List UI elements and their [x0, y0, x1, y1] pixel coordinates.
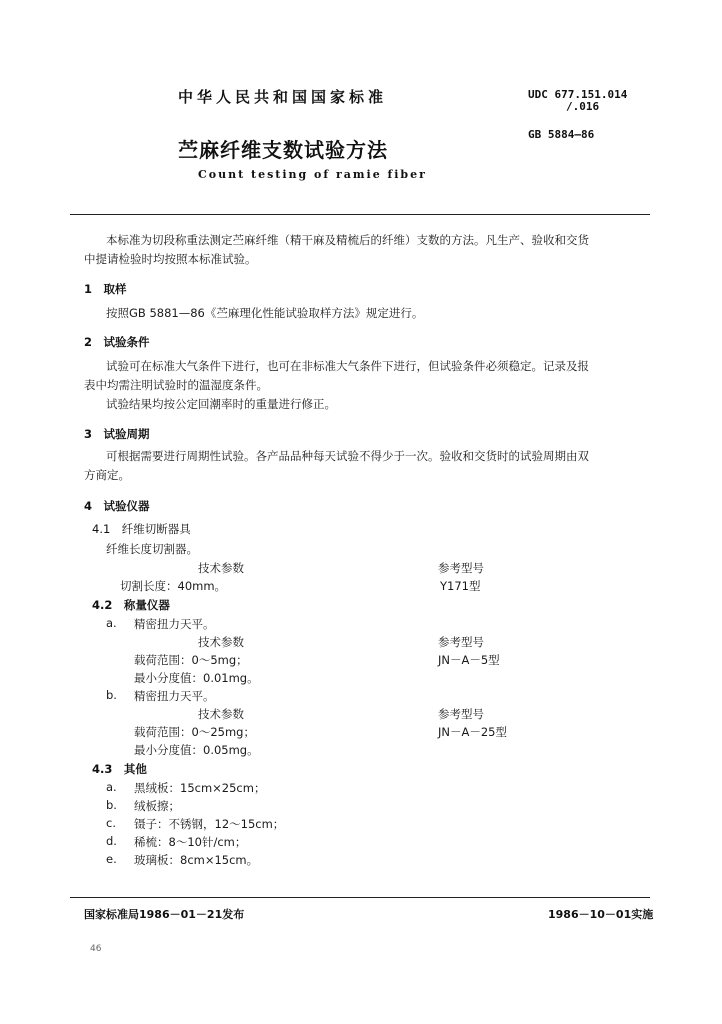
- document-title: 苎麻纤维支数试验方法: [178, 138, 388, 162]
- page-number: 46: [90, 944, 102, 954]
- item-b-resolution: 最小分度值：0.05mg。: [134, 743, 259, 757]
- intro-line-2: 中提请检验时均按照本标准试验。: [84, 252, 257, 266]
- section-1-text: 按照GB 5881—86《苎麻理化性能试验取样方法》规定进行。: [106, 306, 424, 320]
- other-item-text: 玻璃板：8cm×15cm。: [134, 853, 259, 867]
- other-item-label: b.: [106, 798, 117, 812]
- udc-code-suffix: /.016: [566, 100, 600, 113]
- ref-model-label: 参考型号: [438, 561, 484, 575]
- section-3-line-2: 方商定。: [84, 468, 130, 482]
- udc-code: UDC 677.151.014: [528, 88, 628, 101]
- item-b-load-range: 载荷范围：0～25mg；: [134, 725, 255, 739]
- other-item-text: 黑绒板：15cm×25cm；: [134, 781, 266, 795]
- other-item-text: 镊子：不锈钢，12～15cm；: [134, 817, 285, 831]
- header-divider: [70, 214, 650, 215]
- item-b-model: JN－A－25型: [438, 725, 507, 739]
- item-b-text: 精密扭力天平。: [134, 689, 215, 703]
- tech-params-label: 技术参数: [198, 561, 244, 575]
- other-item-text: 稀梳：8～10针/cm；: [134, 835, 247, 849]
- section-2-line-2: 表中均需注明试验时的温湿度条件。: [84, 378, 268, 392]
- section-4-3-heading: 4.3 其他: [92, 762, 147, 776]
- other-item-label: c.: [106, 816, 116, 830]
- section-4-heading: 4 试验仪器: [84, 499, 150, 513]
- other-item-label: e.: [106, 852, 117, 866]
- item-a-model: JN－A－5型: [438, 653, 500, 667]
- section-2-heading: 2 试验条件: [84, 335, 150, 349]
- cut-length-model: Y171型: [440, 579, 481, 593]
- item-a-params-label: 技术参数: [198, 635, 244, 649]
- section-2-line-3: 试验结果均按公定回潮率时的重量进行修正。: [106, 397, 336, 411]
- section-4-1-text: 纤维长度切割器。: [106, 542, 198, 556]
- document-title-english: Count testing of ramie fiber: [198, 168, 427, 181]
- cut-length-param: 切割长度：40mm。: [120, 579, 227, 593]
- other-item-text: 绒板擦；: [134, 799, 180, 813]
- section-3-line-1: 可根据需要进行周期性试验。各产品品种每天试验不得少于一次。验收和交货时的试验周期由双: [106, 449, 589, 463]
- gb-standard-number: GB 5884—86: [528, 128, 595, 141]
- section-4-1-heading: 4.1 纤维切断器具: [92, 522, 191, 536]
- item-a-text: 精密扭力天平。: [134, 617, 215, 631]
- footer-divider: [70, 897, 650, 898]
- item-b-model-label: 参考型号: [438, 707, 484, 721]
- other-item-label: d.: [106, 834, 117, 848]
- item-b-params-label: 技术参数: [198, 707, 244, 721]
- other-item-label: a.: [106, 780, 117, 794]
- standard-org-heading: 中华人民共和国国家标准: [178, 88, 388, 106]
- item-b-label: b.: [106, 688, 117, 702]
- section-3-heading: 3 试验周期: [84, 427, 150, 441]
- item-a-label: a.: [106, 616, 117, 630]
- effective-date: 1986－10－01实施: [548, 908, 654, 921]
- item-a-load-range: 载荷范围：0～5mg；: [134, 653, 248, 667]
- section-4-2-heading: 4.2 称量仪器: [92, 598, 170, 612]
- item-a-resolution: 最小分度值：0.01mg。: [134, 671, 259, 685]
- section-1-heading: 1 取样: [84, 282, 127, 296]
- item-a-model-label: 参考型号: [438, 635, 484, 649]
- issue-date: 国家标准局1986－01－21发布: [84, 908, 245, 921]
- section-2-line-1: 试验可在标准大气条件下进行，也可在非标准大气条件下进行，但试验条件必须稳定。记录及报: [106, 359, 589, 373]
- intro-line-1: 本标准为切段称重法测定苎麻纤维（精干麻及精梳后的纤维）支数的方法。凡生产、验收和交货: [106, 233, 589, 247]
